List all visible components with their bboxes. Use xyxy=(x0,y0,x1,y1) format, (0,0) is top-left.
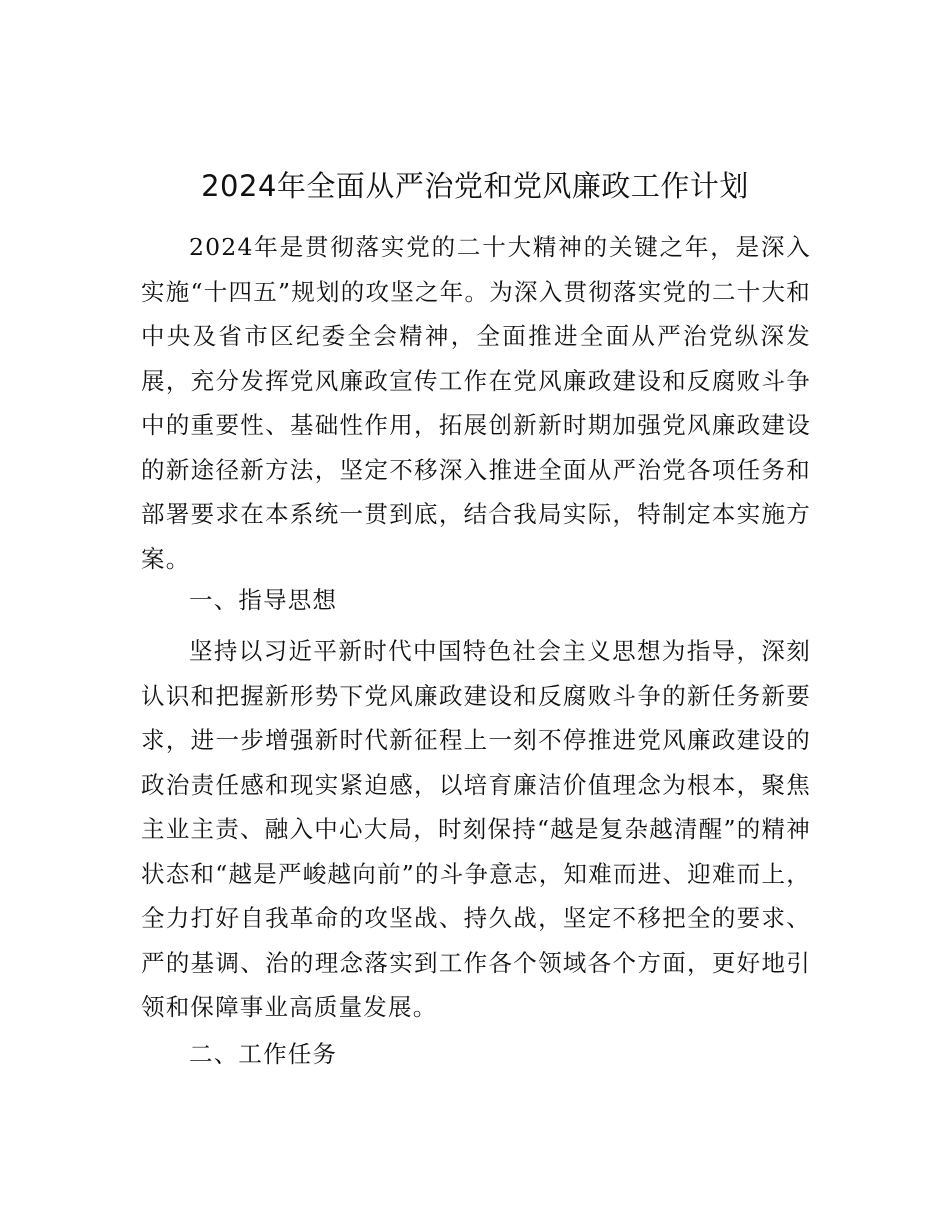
intro-paragraph: 2024年是贯彻落实党的二十大精神的关键之年，是深入实施“十四五”规划的攻坚之年。为深入贯彻落实党的二十大和中央及省市区纪委全会精神，全面推进全面从严治党纵深发展，充分发挥党风廉政宣传工作在党风廉政建设和反腐败斗争中的重要性、基础性作用，拓展创新新时期加强党风廉政建设的新途径新方法，坚定不移深入推进全面从严治党各项任务和部署要求在本系统一贯到底，结合我局实际，特制定本实施方案。 xyxy=(141,233,811,573)
guiding-thought-paragraph: 坚持以习近平新时代中国特色社会主义思想为指导，深刻认识和把握新形势下党风廉政建设和反腐败斗争的新任务新要求，进一步增强新时代新征程上一刻不停推进党风廉政建设的政治责任感和现实紧迫感，以培育廉洁价值理念为根本，聚焦主业主责、融入中心大局，时刻保持“越是复杂越清醒”的精神状态和“越是严峻越向前”的斗争意志，知难而进、迎难而上，全力打好自我革命的攻坚战、持久战，坚定不移把全的要求、严的基调、治的理念落实到工作各个领域各个方面，更好地引领和保障事业高质量发展。 xyxy=(141,637,811,1021)
section-heading-work-tasks: 二、工作任务 xyxy=(189,1040,338,1068)
document-title: 2024年全面从严治党和党风廉政工作计划 xyxy=(201,169,749,203)
section-heading-guiding-thought: 一、指导思想 xyxy=(189,586,338,614)
